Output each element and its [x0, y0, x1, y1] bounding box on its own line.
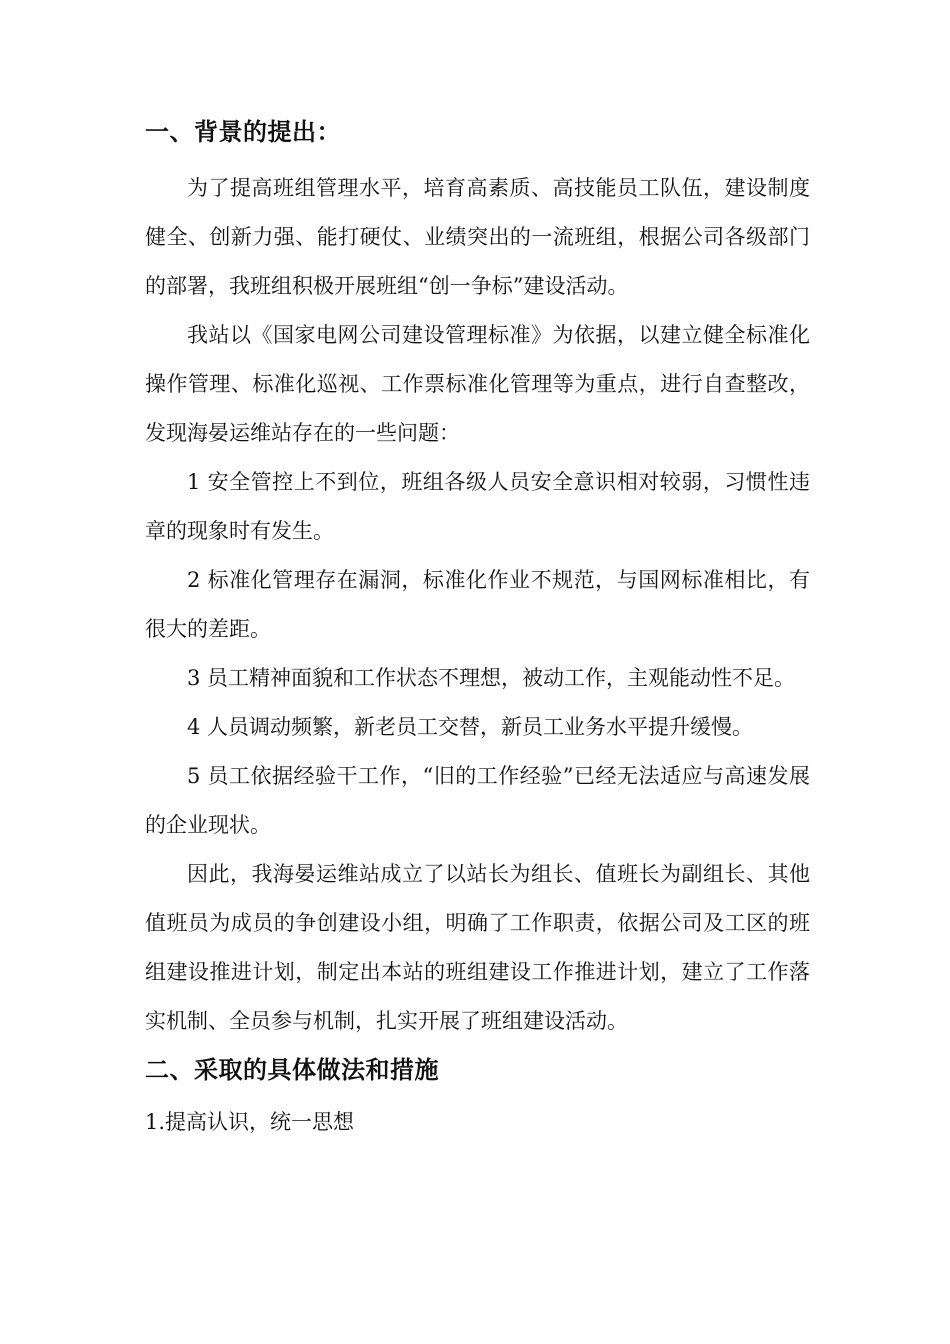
section-heading-measures: 二、采取的具体做法和措施	[145, 1056, 439, 1084]
paragraph-problem-3: 3 员工精神面貌和工作状态不理想，被动工作，主观能动性不足。	[187, 666, 796, 690]
paragraph-problem-2: 2 标准化管理存在漏洞，标准化作业不规范，与国网标准相比，有很大的差距。	[145, 568, 810, 641]
paragraph-problem-5: 5 员工依据经验干工作，“旧的工作经验”已经无法适应与高速发展的企业现状。	[145, 764, 810, 837]
paragraph-purpose: 为了提高班组管理水平，培育高素质、高技能员工队伍，建设制度健全、创新力强、能打硬仗、业绩突出的一流班组，根据公司各级部门的部署，我班组积极开展班组“创一争标”建设活动。	[145, 176, 810, 298]
list-item-measure-1: 1.提高认识，统一思想	[145, 1110, 355, 1134]
paragraph-problem-4: 4 人员调动频繁，新老员工交替，新员工业务水平提升缓慢。	[187, 715, 754, 739]
paragraph-standard-basis: 我站以《国家电网公司建设管理标准》为依据，以建立健全标准化操作管理、标准化巡视、工作票标准化管理等为重点，进行自查整改，发现海晏运维站存在的一些问题：	[145, 323, 810, 445]
document-body	[145, 108, 810, 1147]
paragraph-problem-1: 1 安全管控上不到位，班组各级人员安全意识相对较弱，习惯性违章的现象时有发生。	[145, 470, 810, 543]
section-heading-background: 一、背景的提出：	[145, 118, 341, 146]
paragraph-conclusion: 因此，我海晏运维站成立了以站长为组长、值班长为副组长、其他值班员为成员的争创建设小组，明确了工作职责，依据公司及工区的班组建设推进计划，制定出本站的班组建设工作推进计划，建立了工作落实机制、全员参与机制，扎实开展了班组建设活动。	[145, 862, 810, 1033]
